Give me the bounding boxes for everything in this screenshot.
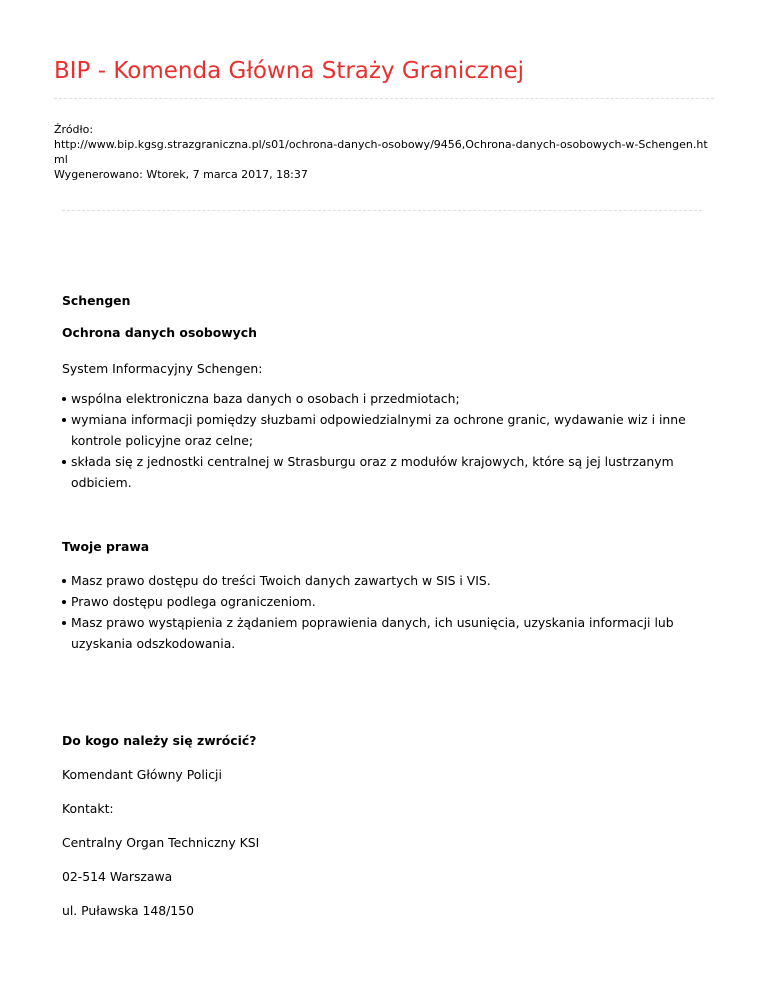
heading-your-rights: Twoje prawa — [62, 539, 150, 554]
list-item: Prawo dostępu podlega ograniczeniom. — [62, 591, 712, 612]
sis-intro: System Informacyjny Schengen: — [62, 361, 263, 376]
list-item: Masz prawo wystąpienia z żądaniem poprawienia danych, ich usunięcia, uzyskania informacji lub uzyskania odszkodowania. — [62, 612, 712, 654]
header-divider — [54, 98, 714, 99]
heading-schengen: Schengen — [62, 293, 131, 308]
heading-data-protection: Ochrona danych osobowych — [62, 325, 257, 340]
sis-list — [62, 388, 712, 493]
heading-contact: Do kogo należy się zwrócić? — [62, 733, 257, 748]
street-address: ul. Puławska 148/150 — [62, 903, 194, 918]
generated-date: Wygenerowano: Wtorek, 7 marca 2017, 18:37 — [54, 168, 308, 181]
postal-address: 02-514 Warszawa — [62, 869, 173, 884]
list-item: wspólna elektroniczna baza danych o osobach i przedmiotach; — [62, 388, 712, 409]
authority-name: Komendant Główny Policji — [62, 767, 222, 782]
source-label: Źródło: — [54, 123, 94, 136]
list-item: Masz prawo dostępu do treści Twoich danych zawartych w SIS i VIS. — [62, 570, 712, 591]
content-divider — [62, 210, 702, 211]
page-title: BIP - Komenda Główna Straży Granicznej — [54, 58, 525, 84]
rights-list — [62, 570, 712, 654]
list-item: składa się z jednostki centralnej w Strasburgu oraz z modułów krajowych, które są jej lustrzanym odbiciem. — [62, 451, 712, 493]
list-item: wymiana informacji pomiędzy słuzbami odpowiedzialnymi za ochrone granic, wydawanie wiz i inne kontrole policyjne oraz celne; — [62, 409, 712, 451]
source-url: http://www.bip.kgsg.strazgraniczna.pl/s01/ochrona-danych-osobowy/9456,Ochrona-danych-osobowych-w-Schengen.html — [54, 138, 708, 166]
contact-label: Kontakt: — [62, 801, 114, 816]
organ-name: Centralny Organ Techniczny KSI — [62, 835, 260, 850]
document-meta — [54, 122, 716, 182]
